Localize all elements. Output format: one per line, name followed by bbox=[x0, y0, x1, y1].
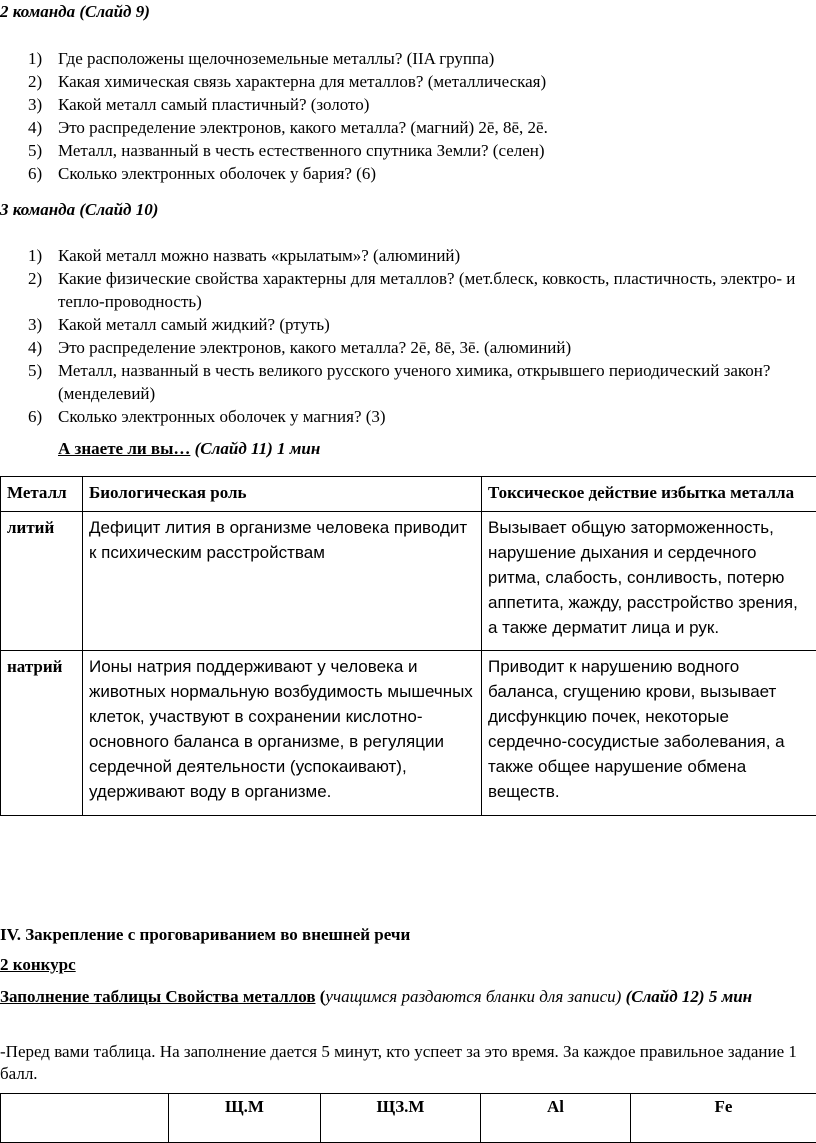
list-item bbox=[0, 139, 816, 162]
role-cell: Ионы натрия поддерживают у человека и животных нормальную возбудимость мышечных клеток, участвуют в сохранении кислотно-основного баланса в организме, в регуляции сердечной деятельности (успокаивают), удерживают воду в организме. bbox=[83, 651, 482, 816]
question-text: Металл, названный в честь естественного спутника Земли? (селен) bbox=[58, 141, 545, 160]
header-cell-toxic: Токсическое действие избытка металла bbox=[482, 477, 816, 512]
list-item bbox=[0, 405, 816, 428]
list-item bbox=[0, 93, 816, 116]
question-text: Какой металл самый пластичный? (золото) bbox=[58, 95, 369, 114]
question-text: Какая химическая связь характерна для металлов? (металлическая) bbox=[58, 72, 546, 91]
header-cell-empty bbox=[1, 1094, 169, 1143]
item-number: 6) bbox=[28, 405, 42, 428]
table-header-row bbox=[1, 477, 816, 512]
task-slide: (Слайд 12) 5 мин bbox=[621, 987, 752, 1006]
item-number: 5) bbox=[28, 139, 42, 162]
question-text: Какие физические свойства характерны для металлов? (мет.блеск, ковкость, пластичность, электро- и тепло-проводность) bbox=[58, 269, 795, 311]
item-number: 4) bbox=[28, 336, 42, 359]
contest-label: 2 конкурс bbox=[0, 955, 76, 975]
task-note: учащимся раздаются бланки для записи) bbox=[325, 987, 621, 1006]
question-text: Это распределение электронов, какого металла? (магний) 2ē, 8ē, 2ē. bbox=[58, 118, 548, 137]
question-text: Какой металл самый жидкий? (ртуть) bbox=[58, 315, 330, 334]
item-number: 2) bbox=[28, 70, 42, 93]
list-item bbox=[0, 47, 816, 70]
metal-properties-table bbox=[0, 1093, 816, 1143]
question-text: Сколько электронных оболочек у бария? (6) bbox=[58, 164, 376, 183]
item-number: 1) bbox=[28, 244, 42, 267]
item-number: 1) bbox=[28, 47, 42, 70]
metal-biology-table bbox=[0, 476, 816, 816]
item-number: 5) bbox=[28, 359, 42, 382]
did-you-know-slide: (Слайд 11) 1 мин bbox=[190, 439, 320, 458]
section-title: IV. Закрепление с проговариванием во внешней речи bbox=[0, 925, 410, 945]
item-number: 6) bbox=[28, 162, 42, 185]
question-text: Где расположены щелочноземельные металлы? (IIA группа) bbox=[58, 49, 494, 68]
table-row bbox=[1, 651, 816, 816]
task-title: Заполнение таблицы Свойства металлов bbox=[0, 987, 316, 1006]
question-text: Какой металл можно назвать «крылатым»? (алюминий) bbox=[58, 246, 460, 265]
list-item bbox=[0, 70, 816, 93]
header-cell-fe: Fe bbox=[631, 1094, 816, 1143]
table-header-row bbox=[1, 1094, 816, 1143]
item-number: 3) bbox=[28, 313, 42, 336]
list-item bbox=[0, 336, 816, 359]
question-text: Металл, названный в честь великого русского ученого химика, открывшего периодический закон? (менделевий) bbox=[58, 361, 770, 403]
question-text: Это распределение электронов, какого металла? 2ē, 8ē, 3ē. (алюминий) bbox=[58, 338, 571, 357]
list-item bbox=[0, 162, 816, 185]
instruction-text: -Перед вами таблица. На заполнение дается 5 минут, кто успеет за это время. За каждое правильное задание 1 балл. bbox=[0, 1041, 806, 1085]
toxic-cell: Вызывает общую заторможенность, нарушение дыхания и сердечного ритма, слабость, сонливость, потерю аппетита, жажду, расстройство зрения, а также дерматит лица и рук. bbox=[482, 512, 816, 651]
did-you-know-heading bbox=[58, 439, 320, 459]
list-item bbox=[0, 116, 816, 139]
did-you-know-title: А знаете ли вы… bbox=[58, 439, 190, 458]
header-cell-alkali: Щ.М bbox=[169, 1094, 321, 1143]
table-row bbox=[1, 512, 816, 651]
list-item bbox=[0, 313, 816, 336]
task-paren: ( bbox=[316, 987, 326, 1006]
toxic-cell: Приводит к нарушению водного баланса, сгущению крови, вызывает дисфункцию почек, некоторые сердечно-сосудистые заболевания, а также общее нарушение обмена веществ. bbox=[482, 651, 816, 816]
metal-cell: натрий bbox=[1, 651, 83, 816]
question-text: Сколько электронных оболочек у магния? (3) bbox=[58, 407, 386, 426]
team3-question-list bbox=[0, 244, 816, 428]
team3-heading: 3 команда (Слайд 10) bbox=[0, 200, 158, 220]
list-item bbox=[0, 244, 816, 267]
list-item bbox=[0, 359, 816, 405]
metal-cell: литий bbox=[1, 512, 83, 651]
team2-question-list bbox=[0, 47, 816, 185]
task-description bbox=[0, 986, 800, 1008]
item-number: 2) bbox=[28, 267, 42, 290]
header-cell-metal: Металл bbox=[1, 477, 83, 512]
header-cell-al: Al bbox=[481, 1094, 631, 1143]
header-cell-alkaline-earth: ЩЗ.М bbox=[321, 1094, 481, 1143]
role-cell: Дефицит лития в организме человека приводит к психическим расстройствам bbox=[83, 512, 482, 651]
item-number: 4) bbox=[28, 116, 42, 139]
header-cell-role: Биологическая роль bbox=[83, 477, 482, 512]
team2-heading: 2 команда (Слайд 9) bbox=[0, 2, 150, 22]
list-item bbox=[0, 267, 816, 313]
item-number: 3) bbox=[28, 93, 42, 116]
